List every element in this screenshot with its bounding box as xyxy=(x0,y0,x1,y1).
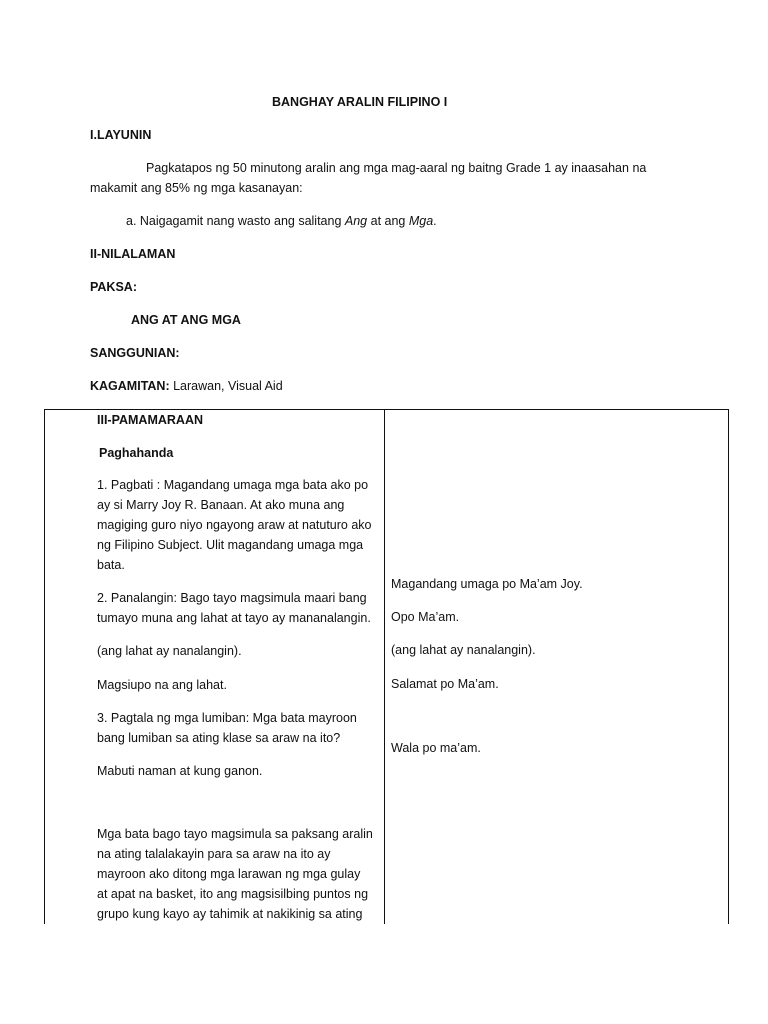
student-response-wala: Wala po ma’am. xyxy=(391,741,481,755)
procedure-table xyxy=(44,409,729,924)
objective-item-a-prefix: a. Naigagamit nang wasto ang salitang xyxy=(126,214,345,228)
student-response-prayer: (ang lahat ay nanalangin). xyxy=(391,643,536,657)
paksa-value: ANG AT ANG MGA xyxy=(131,313,241,327)
kagamitan-label: KAGAMITAN: xyxy=(90,379,170,393)
objective-paragraph-line1: Pagkatapos ng 50 minutong aralin ang mga mag-aaral ng baitng Grade 1 ay inaasahan na xyxy=(146,161,647,175)
intro-line2: na ating talalakayin para sa araw na ito ay xyxy=(97,847,331,861)
paghahanda-heading: Paghahanda xyxy=(99,446,174,460)
intro-line5: grupo kung kayo ay tahimik at nakikinig sa ating xyxy=(97,907,363,921)
intro-line1: Mga bata bago tayo magsimula sa paksang aralin xyxy=(97,827,373,841)
pagtala-line1: 3. Pagtala ng mga lumiban: Mga bata mayroon xyxy=(97,711,357,725)
pagtala-line2: bang lumiban sa ating klase sa araw na ito? xyxy=(97,731,341,745)
student-response-greeting: Magandang umaga po Ma’am Joy. xyxy=(391,577,583,591)
panalangin-line2: tumayo muna ang lahat at tayo ay mananalangin. xyxy=(97,611,371,625)
student-response-salamat: Salamat po Ma’am. xyxy=(391,677,499,691)
intro-line3: mayroon ako ditong mga larawan ng mga gulay xyxy=(97,867,361,881)
kagamitan-value: Larawan, Visual Aid xyxy=(169,379,283,393)
pagbati-line5: bata. xyxy=(97,558,125,572)
kagamitan-line xyxy=(90,379,283,393)
section-heading-nilalaman: II-NILALAMAN xyxy=(90,247,176,261)
objective-item-a-term1: Ang xyxy=(344,214,368,228)
sanggunian-label: SANGGUNIAN: xyxy=(90,346,180,360)
objective-item-a xyxy=(126,214,437,228)
nanalangin-note: (ang lahat ay nanalangin). xyxy=(97,644,242,658)
pagbati-line1: 1. Pagbati : Magandang umaga mga bata ako po xyxy=(97,478,369,492)
mabuti-line: Mabuti naman at kung ganon. xyxy=(97,764,263,778)
objective-item-a-mid: at ang xyxy=(367,214,409,228)
student-response-opo: Opo Ma’am. xyxy=(391,610,460,624)
column-divider xyxy=(384,410,385,924)
paksa-label: PAKSA: xyxy=(90,280,137,294)
intro-line4: at apat na basket, ito ang magsisilbing puntos ng xyxy=(97,887,369,901)
pagbati-line3: magiging guro niyo ngayong araw at natuturo ako xyxy=(97,518,372,532)
pagbati-line4: ng Filipino Subject. Ulit magandang umaga mga xyxy=(97,538,364,552)
section-heading-layunin: I.LAYUNIN xyxy=(90,128,152,142)
panalangin-line1: 2. Panalangin: Bago tayo magsimula maari bang xyxy=(97,591,367,605)
pagbati-line2: ay si Marry Joy R. Banaan. At ako muna ang xyxy=(97,498,345,512)
document-title: BANGHAY ARALIN FILIPINO I xyxy=(272,95,448,109)
objective-item-a-end: . xyxy=(433,214,437,228)
procedure-heading: III-PAMAMARAAN xyxy=(97,413,204,427)
objective-paragraph-line2: makamit ang 85% ng mga kasanayan: xyxy=(90,181,303,195)
objective-item-a-term2: Mga xyxy=(408,214,434,228)
magsiupo-line: Magsiupo na ang lahat. xyxy=(97,678,227,692)
